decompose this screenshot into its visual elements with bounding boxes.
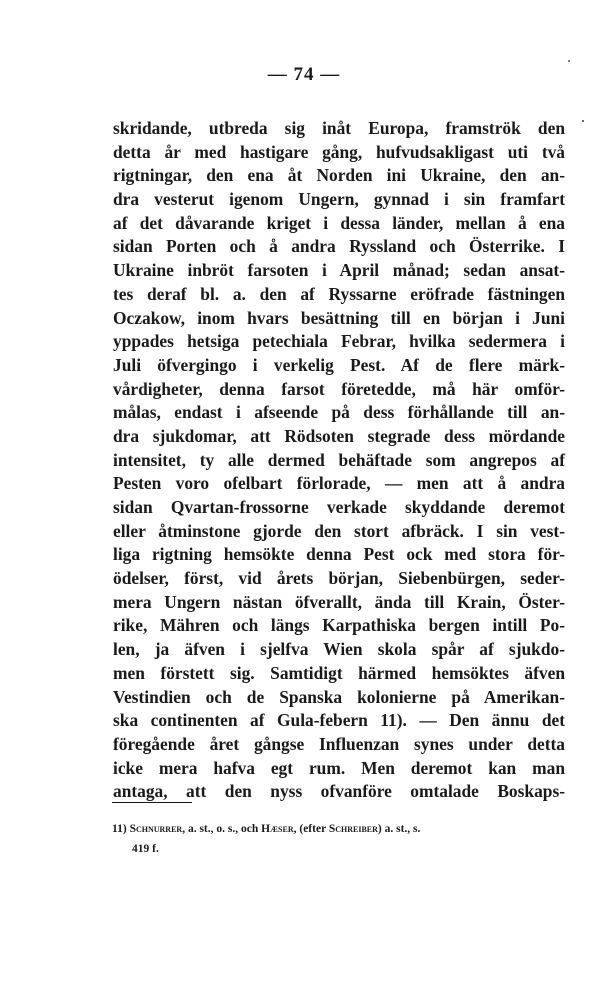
text-line: len, ja äfven i sjelfva Wien skola spår af sjukdo-: [113, 639, 565, 660]
text-line: skridande, utbreda sig inåt Europa, framströk den: [113, 118, 565, 138]
text-line: Pesten voro ofelbart förlorade, — men att å andra: [113, 473, 565, 494]
footnote: [112, 819, 564, 859]
text-line: Oczakow, inom hvars besättning till en början i Juni: [113, 307, 565, 328]
footnote-author: Schreiber: [328, 823, 378, 835]
text-line: föregående året gångse Influenzan synes under detta: [113, 733, 565, 754]
text-line: antaga, att den nyss ofvanföre omtalade Boskaps-: [113, 781, 565, 802]
footnote-line: [112, 819, 564, 839]
footnote-text: , a. st., o. s., och: [182, 823, 259, 835]
text-line: ska continenten af Gula-febern 11). — Den ännu det: [113, 710, 565, 731]
page-number-header: — 74 —: [267, 64, 341, 85]
footnote-marker: 11): [112, 823, 127, 835]
text-line: ödelser, först, vid årets början, Siebenbürgen, seder-: [113, 568, 565, 589]
text-line: Juli öfvergingo i verkelig Pest. Af de flere märk-: [113, 354, 565, 375]
text-line: rike, Mähren och längs Karpathiska bergen intill Po-: [113, 615, 565, 636]
text-line: målas, endast i afseende på dess förhållande till an-: [113, 402, 565, 423]
footnote-text: ) a. st., s.: [377, 823, 421, 835]
text-line: dra vesterut igenom Ungern, gynnad i sin framfart: [113, 189, 565, 210]
text-line: dra sjukdomar, att Rödsoten stegrade dess mördande: [113, 425, 565, 446]
text-line: liga rigtning hemsökte denna Pest ock med stora för-: [113, 544, 565, 565]
text-line: sidan Qvartan-frossorne verkade skyddande deremot: [113, 497, 565, 517]
text-line: rigtningar, den ena åt Norden ini Ukraine, den an-: [113, 165, 565, 186]
text-line: mera Ungern nästan öfverallt, ända till Krain, Öster-: [113, 591, 565, 612]
footnote-text: , (efter: [293, 823, 326, 835]
text-line: icke mera hafva egt rum. Men deremot kan man: [113, 757, 565, 778]
footnote-divider: [112, 802, 192, 803]
body-text: [113, 117, 565, 804]
text-line: eller åtminstone gjorde den stort afbräck. I sin vest-: [113, 520, 565, 541]
text-line: sidan Porten och å andra Ryssland och Österrike. I: [113, 236, 565, 257]
paper-speck: [582, 120, 584, 122]
text-line: men förstett sig. Samtidigt härmed hemsöktes äfven: [113, 662, 565, 683]
footnote-author: Schnurrer: [129, 823, 183, 835]
text-line: af det dåvarande kriget i dessa länder, mellan å ena: [113, 212, 565, 233]
text-line: vårdigheter, denna farsot företedde, må här omför-: [113, 378, 565, 399]
text-line: intensitet, ty alle dermed behäftade som angrepos af: [113, 449, 565, 470]
text-line: Vestindien och de Spanska kolonierne på Amerikan-: [113, 686, 565, 707]
footnote-author: Hæser: [261, 823, 294, 835]
text-line: detta år med hastigare gång, hufvudsakligast uti två: [113, 141, 565, 162]
text-line: tes deraf bl. a. den af Ryssarne eröfrade fästningen: [113, 283, 565, 304]
text-line: yppades hetsiga petechiala Febrar, hvilka sedermera i: [113, 331, 565, 352]
text-line: Ukraine inbröt farsoten i April månad; sedan ansat-: [113, 260, 565, 281]
footnote-line: 419 f.: [132, 843, 159, 855]
paper-speck: [568, 60, 570, 62]
